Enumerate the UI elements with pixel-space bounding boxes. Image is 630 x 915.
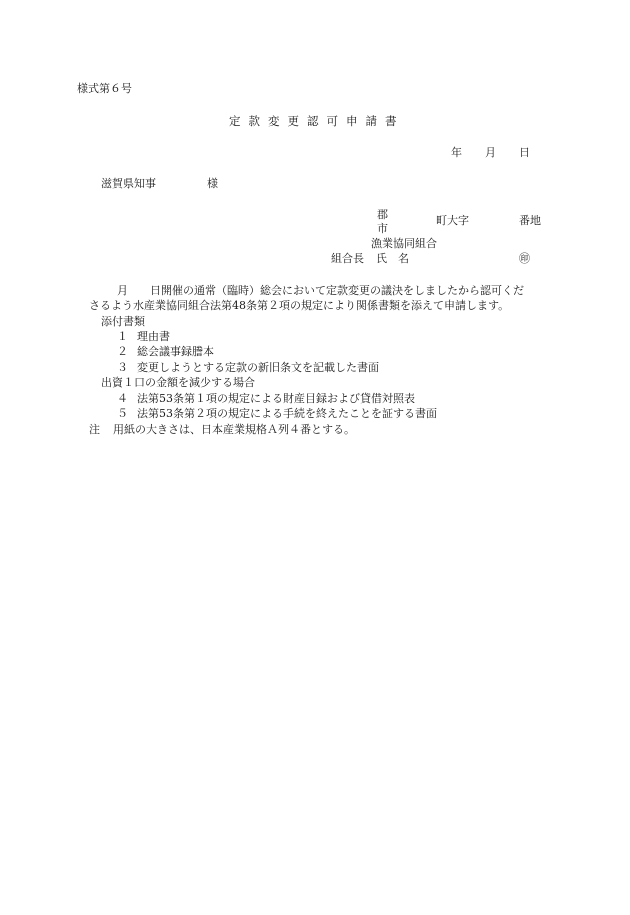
attachment-text: 理由書 [137, 330, 170, 343]
applicant-role: 組合長 [331, 252, 364, 265]
attachment-number: １ [117, 330, 128, 343]
document-title: 定款変更認可申請書 [229, 114, 405, 128]
seal-mark: ㊞ [519, 252, 530, 265]
addressee-honorific: 様 [207, 177, 218, 190]
note-label: 注 [89, 423, 100, 436]
addressee-name: 滋賀県知事 [101, 177, 156, 190]
attachment-text: 法第53条第２項の規定による手続を終えたことを証する書面 [137, 407, 437, 420]
attachment-number: ３ [117, 361, 128, 374]
attachment-text: 総会議事録謄本 [137, 345, 214, 358]
applicant-association: 漁業協同組合 [371, 237, 437, 250]
attachment-text: 法第53条第１項の規定による財産目録および貸借対照表 [137, 392, 415, 405]
body-line-1: 月 日開催の通常（臨時）総会において定款変更の議決をしましたから認可くだ [117, 284, 524, 297]
date-year: 年 [451, 146, 462, 159]
applicant-town: 町大字 [436, 214, 469, 227]
note-text: 用紙の大きさは、日本産業規格Ａ列４番とする。 [113, 423, 355, 436]
date-day: 日 [519, 146, 530, 159]
attachment-number: ５ [117, 407, 128, 420]
date-month: 月 [485, 146, 496, 159]
reduction-heading: 出資１口の金額を減少する場合 [101, 376, 255, 389]
applicant-gun: 郡 [377, 208, 388, 221]
applicant-banchi: 番地 [519, 214, 541, 227]
attachment-number: ４ [117, 392, 128, 405]
attachment-text: 変更しようとする定款の新旧条文を記載した書面 [137, 361, 379, 374]
body-line-2: さるよう水産業協同組合法第48条第２項の規定により関係書類を添えて申請します。 [89, 299, 510, 312]
applicant-shi: 市 [377, 222, 388, 235]
attachments-heading: 添付書類 [101, 315, 145, 328]
form-number: 様式第６号 [77, 82, 132, 95]
applicant-name-label: 氏 名 [376, 252, 409, 265]
attachment-number: ２ [117, 345, 128, 358]
